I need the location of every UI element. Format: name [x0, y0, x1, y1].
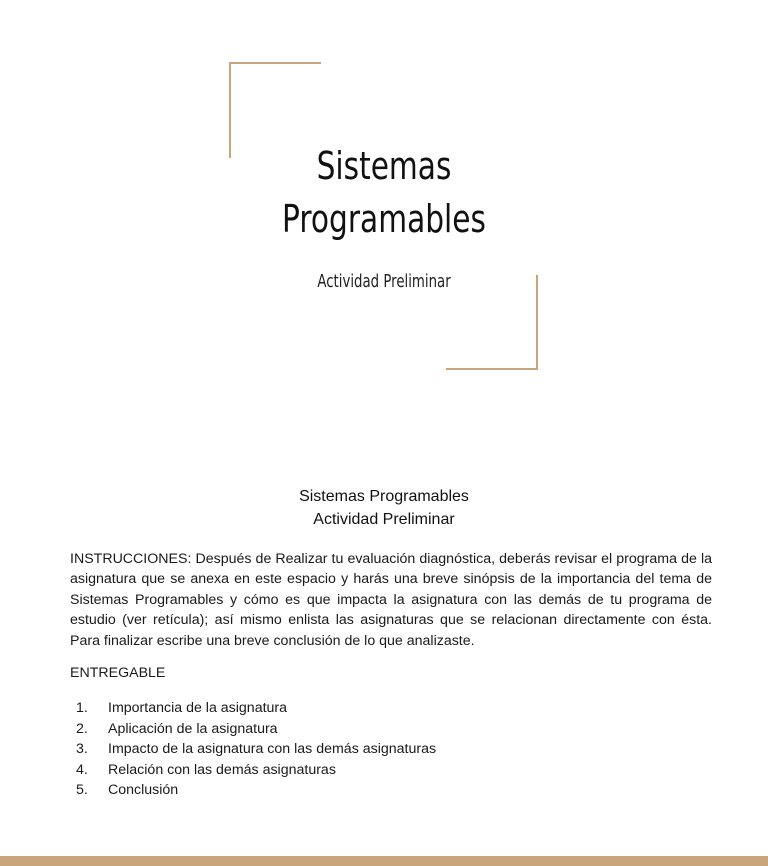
document-heading-title: Sistemas Programables	[299, 488, 469, 505]
list-item-number: 4.	[76, 761, 88, 778]
cover-bracket-top-vertical	[229, 62, 231, 158]
list-item-text: Aplicación de la asignatura	[108, 720, 278, 737]
list-item-text: Relación con las demás asignaturas	[108, 761, 336, 778]
cover-title-line2: Programables	[282, 197, 486, 241]
list-item	[70, 760, 436, 781]
list-item	[70, 780, 436, 801]
deliverables-list	[70, 698, 436, 801]
list-item	[70, 719, 436, 740]
cover-title	[267, 140, 501, 246]
list-item-text: Impacto de la asignatura con las demás asignaturas	[108, 741, 437, 758]
list-item-number: 1.	[76, 700, 88, 716]
cover-subtitle: Actividad Preliminar	[317, 271, 451, 292]
cover-bracket-bottom-vertical	[536, 275, 538, 370]
instructions-paragraph: INSTRUCCIONES: Después de Realizar tu evaluación diagnóstica, deberás revisar el programa de la asignatura que se anexa en este espacio y harás una breve sinópsis de la importancia del tema de Sistemas Programables y cómo es que impacta la asignatura con las demás de tu programa de estudio (ver retícula); así mismo enlista las asignaturas que se relacionan directamente con ésta. Para finalizar escribe una breve conclusión de lo que analizaste.	[70, 551, 712, 649]
document-heading-subtitle: Actividad Preliminar	[313, 511, 455, 528]
footer-accent-bar	[0, 856, 768, 866]
cover-bracket-top-horizontal	[229, 62, 321, 64]
cover-title-line1: Sistemas	[316, 144, 452, 188]
list-item-text: Conclusión	[108, 782, 179, 799]
list-item	[70, 698, 436, 719]
list-item	[70, 739, 436, 760]
list-item-number: 3.	[76, 741, 88, 758]
entregable-label: ENTREGABLE	[70, 665, 166, 681]
cover-bracket-bottom-horizontal	[446, 368, 538, 370]
list-item-number: 5.	[76, 782, 88, 799]
list-item-text: Importancia de la asignatura	[108, 700, 288, 716]
list-item-number: 2.	[76, 720, 88, 737]
document-heading	[0, 485, 768, 531]
